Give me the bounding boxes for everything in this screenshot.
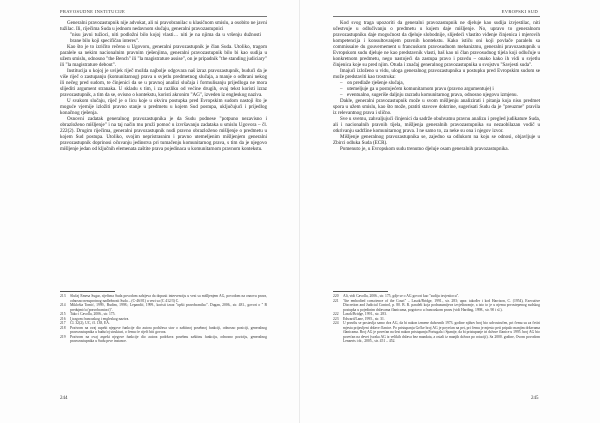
footnote bbox=[333, 299, 540, 313]
footnote-text: Pozivom na ovaj aspekt njegove funkcije dio autora podržava stav o zaštitnoj posebnoj funkciji, odnosno poziciji, generalnog pravozastupnika u budućoj strukturi, o čemu će riječi biti govora. bbox=[70, 325, 267, 335]
footnote-text: "the embodied conscience of the Court" – Lasok/Bridge, 1991., str. 283; upor. također i kod Harrison, C. (1954), Executive Discretion and Judicial Control, p. 80. B. R. paraleli koja podrazumijeva izvještavanje, a isto to je u njemu prvostepenog sudskog postupka u pojedinim državama članicama, pogotovo u francuskom pravu (vidi Harding, 1998., str. 90 i sl.). bbox=[343, 298, 540, 312]
footnote-text: Ali, vidi Cavolla, 2006., str. 175, gdje se o AG govori kao "sudiju izvjestiocu". bbox=[343, 294, 460, 298]
header-rule bbox=[333, 16, 540, 17]
footnote-number: 222 bbox=[333, 312, 339, 317]
paragraph: Kao što je to izričito rečeno u Ugovoru, generalni pravozastupnik je član Suda. Utoliko, tragom paralele sa nekim nacionalnim pravnim rješenjima, generalni pravozastupnik bilo bi kao sudija u užem smislu, odnosno "the Bench" ili "la magistrature assise", on je pripadnik "the standing judiciary" ili "la magistrature debout". bbox=[60, 44, 267, 69]
list-item: – on predlaže rješenje slučaja, bbox=[347, 80, 540, 86]
footnote-rule bbox=[333, 291, 388, 292]
role-list bbox=[333, 80, 540, 98]
quotation: "nisu javni tužioci, niti podložni bilo kojoj vlasti… niti je na njima da u vršenju dužnosti brane bilo koji specifičan interes". bbox=[70, 32, 261, 45]
paragraph: Sve u svemu, zahvaljujući činjenici da sadrže obuhvatnu pravnu analizu i pregled judikature Suda, ali i nacionalnih pravnih tijela, mišljenja generalnih pravozastupnika su nezaobilazan vodič u otkrivanju sadržine komunitarnog prava. I ne samo to, za neke su ona i njegov izvor. bbox=[333, 116, 540, 135]
footnote-number: 216 bbox=[60, 316, 66, 321]
list-item: – eventualno, sugeriše daljnju razradu komunitarnog prava, odnosno njegovu izmjenu. bbox=[347, 92, 540, 98]
paragraph: Dakle, generalni pravozastupnik može u svom mišljenju analizirati i pitanja koja nisu predmet spora u užem smislu, kao što može, pratiti stavove doktrine, sugerisati Sudu da je "preuzme" pravila iz relevantnog prava i slično. bbox=[333, 98, 540, 117]
footnote-text: Miklošta Tomić, 1999., Budim, 1998.; Lepandić, 1999., koristi izraz "opšti pravobranilac". Dugan, 2006., str. 481., govori o " B predujmića (pravobranioci)". bbox=[70, 303, 267, 312]
footnote-number: 215 bbox=[60, 312, 66, 317]
paragraph: Pomenuto je, u Evropskom sudu trenutno djeluje osam generalnih pravozastupnika. bbox=[340, 146, 509, 153]
footnote-number: 217 bbox=[60, 321, 66, 326]
running-header: PRAVOSUDNE INSTITUCIJE bbox=[60, 9, 126, 14]
page-number: 244 bbox=[60, 396, 68, 401]
footnote bbox=[60, 303, 267, 312]
footnote-number: 214 bbox=[60, 303, 66, 308]
footnote-number: 219 bbox=[60, 334, 66, 339]
paragraph: Generalni pravozastupnik nije advokat, ali ni pravobranilac u klasičnom smislu, a osobito ne javni tužilac. Ili, riječima Suda u jednom nedavnom slučaju, generalni pravozastupnici bbox=[60, 20, 267, 33]
footnote-number: 221 bbox=[333, 298, 339, 303]
body-text bbox=[60, 20, 267, 152]
footnotes bbox=[333, 294, 540, 344]
footnote-text: Pozivom na ovaj aspekt njegove funkcije dio autora podržava posebnu zaštitnu funkciju, odnosno poziciju, generalnog pravozastupnika u Sudu prve instance. bbox=[70, 334, 267, 344]
right-page bbox=[300, 0, 600, 423]
paragraph: Mišljenje generalnog pravozastupnika se, zajedno sa odlukom na koju se odnosi, objavljuje u Zbirci odluka Suda (ECR). bbox=[333, 134, 540, 147]
footnote bbox=[60, 326, 267, 335]
footnote-text: U pravilu se postavlja samo dva AG, da bi nakon izmene duhovnih 1973. godine njihov broj bio udvostručen, pri čemu su za četiri mjesta prijavljeni države članice. Po pristupanju Grčke broj AG je povećan na pet, pri čemu je mjesto peti pripalo manjim državama članicama. Broj AG je povećan na šest nakon pristupanja Portugala i Španije, da bi pristupanje tri države članice u 1995. broj AG bio povećan na devet (svaka AG iz velikih država bez mandata, a ostali iz manjih država po rotaciji). Sa 2000. godine, Ovom povodom Lenaerts i dr., 2005., str. 451 – 452. bbox=[343, 321, 540, 344]
footnote-number: 220 bbox=[333, 294, 339, 298]
footnote-number: 223 bbox=[333, 316, 339, 321]
header-rule bbox=[60, 16, 267, 17]
footnote-number: 213 bbox=[60, 294, 66, 298]
footnote bbox=[333, 321, 540, 344]
paragraph: U svakom slučaju, riječ je o licu koje u okviru postupka pred Evropskim sudom nastoji što je moguće vjernije izložiti pravno stanje u predmetu u kojem Sud postupa, uključujući i prijedlog konačnog rješenja. bbox=[60, 98, 267, 117]
page-number: 245 bbox=[531, 396, 539, 401]
paragraph: Institucija u kojoj je uvijek riječ možda najbolje odgovara naš izraz pravozastupnik, budući da je više riječ o zastupanju (komunitarnog) prava u svjetlu predmetnog slučaja, a manje o odbrani nekog ili nečeg pred sudom, te činjenici da se u pravnoj analizi slučaja i formulisanju prijedloga ne mora slijediti argument stranaka. U skladu s tim, i za razliku od većine drugih, ovaj tekst koristi izraz pravozastupnik, a tim da se, ovisno o kontekstu, koristi akronim "AG", izveden iz engleskog naziva. bbox=[60, 68, 267, 99]
footnote-text: Tako i Cavolla, 2006., str. 175. bbox=[70, 312, 116, 317]
footnote-text: I tragom francuskog i engleskog naziva. bbox=[70, 316, 130, 321]
footnote-text: Edward/Lane, 1995., str. 31. bbox=[343, 316, 385, 321]
footnotes bbox=[60, 294, 267, 344]
footnote bbox=[60, 335, 267, 344]
footnote-number: 218 bbox=[60, 325, 66, 330]
paragraph: Kod svog traga upozoriti da generalni pravozastupnik ne djeluje kao sudija izvjestilac, niti učestvuje u odlučivanju o predmetu u kojem daje mišljenje. No, upravo to generalnom pravozastupniku daje mogućnost da djeluje slobodnije, slijedeći vlastito viđenje činjenica i mjerovih kompetencija i konsultovanjem pravnih kontekstu. Kako ističu oni koji povlače paralelu sa commissaire du gouvernement u francuskom pravosudnom mehanizmu, generalni pravozastupnik u Evropskom sudu djeluje ne kao predstavnik vlasti, baš kao ni član pravosudnog tijela koji odlučuje u konkretnom predmetu, nego nastojeći da zastupa pravo i pravdu – onako kako ih vidi u svjetlu činjenica koje su pred njim. Otuda i značaj generalnog pravozastupnika u svojstvu "Savjesti suda". bbox=[333, 20, 540, 69]
footnote-text: Lasok/Bridge, 1991., str. 283. bbox=[343, 312, 387, 317]
paragraph: Imajući izloženo u vidu, uloga generalnog pravozastupnika u postupku pred Evropskim sudom se može predstaviti kao trostruka: bbox=[333, 68, 540, 81]
footnote-number: 224 bbox=[333, 321, 339, 326]
footnote-text: Slučaj Emesa Sugar, riječima Suda povodom zahtjeva da dopusti intervenciju u vezi sa mišljenjem AG, povodom na osnovu prava, odnosno nesuprotnog nadležnosti Suda – (C-46/01) u vezi sa (C 412/3) C. bbox=[70, 294, 267, 303]
footnote-rule bbox=[60, 291, 115, 292]
running-header: EVROPSKI SUD bbox=[501, 9, 538, 14]
footnote bbox=[60, 294, 267, 303]
body-text bbox=[333, 20, 540, 152]
footnote-text: Čl. 32(2), UC, čl. 138, EA. bbox=[70, 321, 110, 326]
list-item: – utemeljuje ga u postojećem komunitarnom pravu (pravno argumentuje) i bbox=[347, 86, 540, 92]
paragraph: Osnovni zadatak generalnog pravozastupnika je da Sudu podnese "potpuno nezavisno i obrazloženo mišljenje" i na taj način mu pruži pomoć u izvršavanju zadataka u smislu Ugovora – čl. 222(2). Drugim riječima, generalni pravozastupnik nudi pravno obrazloženo mišljenje o predmetu u kojem Sud postupa. Utoliko, svojim nepristrasnim i pravno utemeljenim mišljenjem generalni pravozastupnik doprinosi očuvanju jedinstva pri tumačenju komunitarnog prava, s tim da je njegovo mišljenje jedan od ključnih elemenata zaštite prava pojedinaca u komunitarnom pravnom kontekstu. bbox=[60, 116, 267, 153]
